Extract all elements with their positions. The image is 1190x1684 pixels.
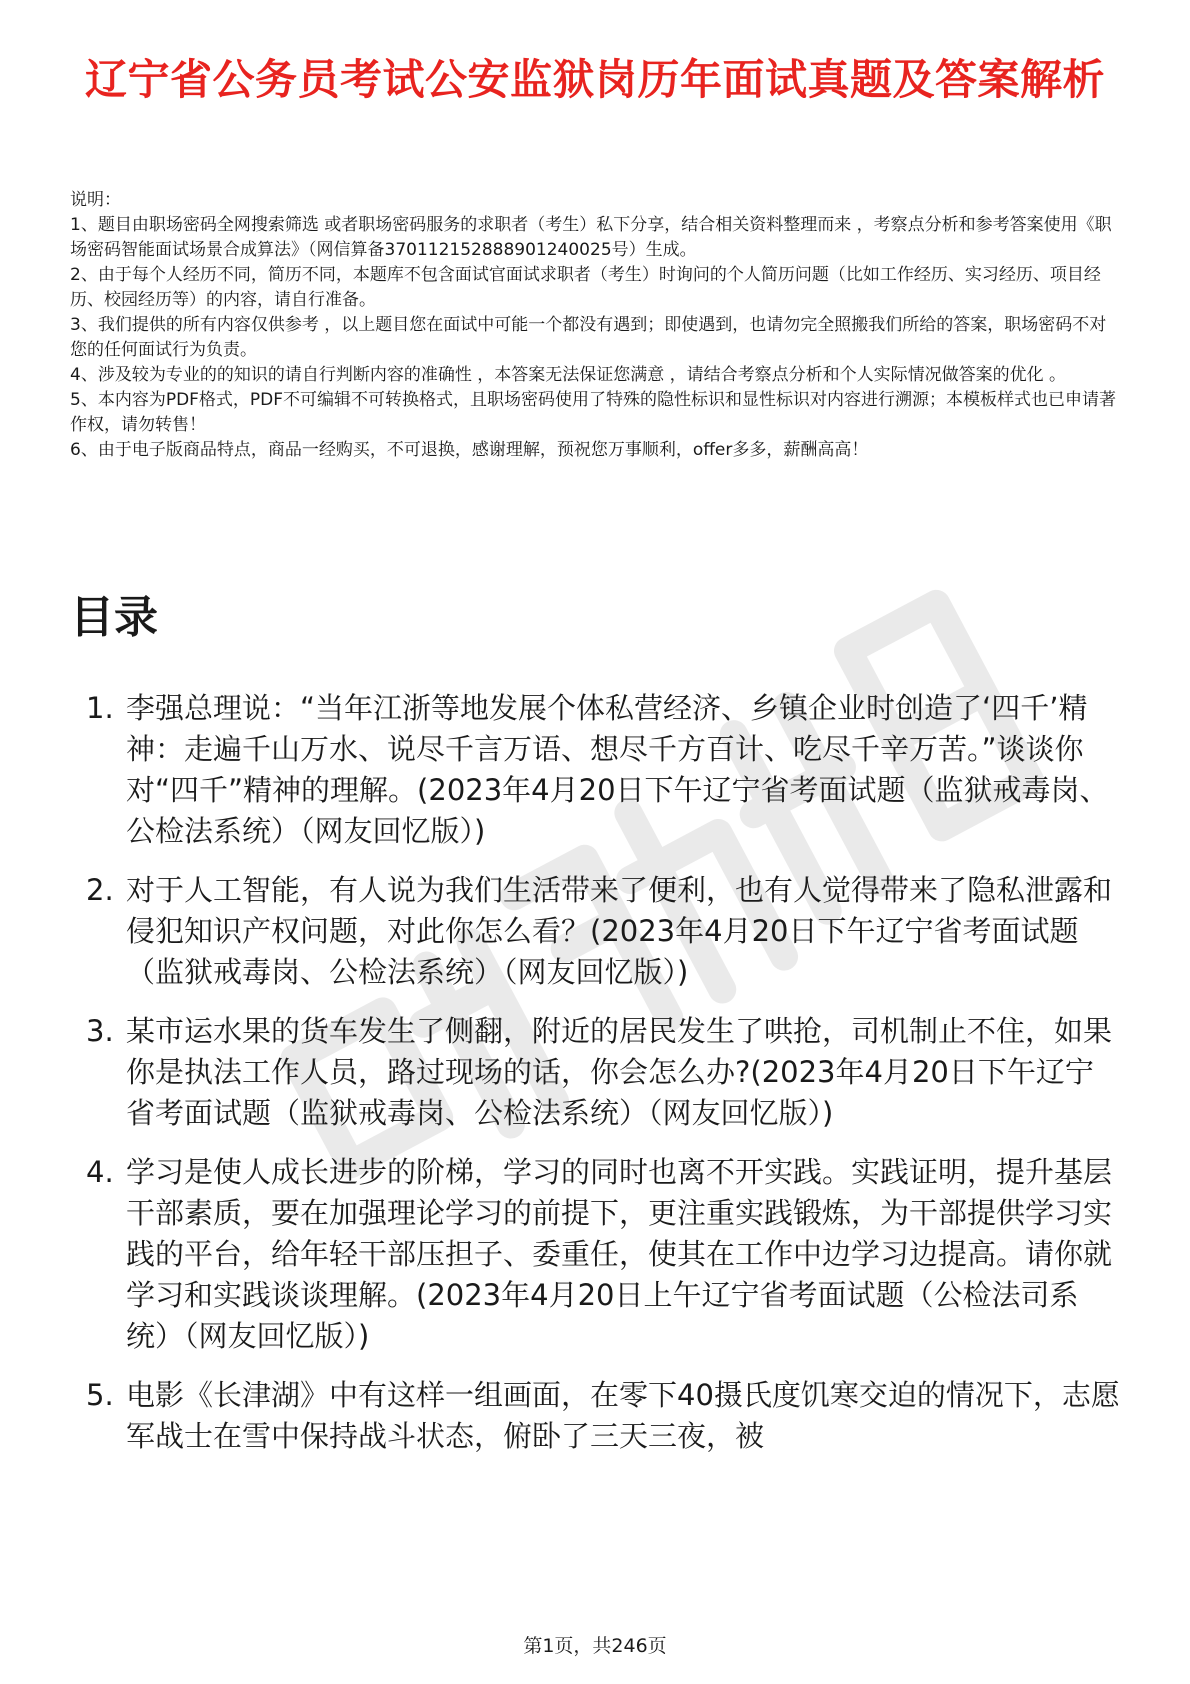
toc-item-text[interactable]: 对于人工智能，有人说为我们生活带来了便利，也有人觉得带来了隐私泄露和侵犯知识产权问题，对此你怎么看？(2023年4月20日下午辽宁省考面试题（监狱戒毒岗、公检法系统）（网友回忆版）) <box>126 873 1113 989</box>
note-item: 1、题目由职场密码全网搜索筛选 或者职场密码服务的求职者（考生）私下分享，结合相关资料整理而来 ，考察点分析和参考答案使用《职场密码智能面试场景合成算法》（网信算备370112152888901240025号）生成。 <box>70 215 1112 260</box>
toc-item-text[interactable]: 学习是使人成长进步的阶梯，学习的同时也离不开实践。实践证明，提升基层干部素质，要在加强理论学习的前提下，更注重实践锻炼，为干部提供学习实践的平台，给年轻干部压担子、委重任，使其在工作中边学习边提高。请你就学习和实践谈谈理解。(2023年4月20日上午辽宁省考面试题（公检法司系统）（网友回忆版）) <box>126 1155 1113 1353</box>
note-item: 6、由于电子版商品特点，商品一经购买，不可退换，感谢理解，预祝您万事顺利，offer多多，薪酬高高！ <box>70 440 869 460</box>
note-item: 4、涉及较为专业的的知识的请自行判断内容的准确性 ，本答案无法保证您满意 ，请结合考察点分析和个人实际情况做答案的优化 。 <box>70 365 1067 385</box>
toc-item-number: 3. <box>86 1014 114 1048</box>
note-item: 3、我们提供的所有内容仅供参考 ，以上题目您在面试中可能一个都没有遇到；即使遇到，也请勿完全照搬我们所给的答案，职场密码不对您的任何面试行为负责。 <box>70 315 1107 360</box>
toc-item-number: 1. <box>86 691 114 725</box>
toc-item[interactable] <box>70 1375 1120 1457</box>
toc-item-text[interactable]: 某市运水果的货车发生了侧翻，附近的居民发生了哄抢，司机制止不住，如果你是执法工作人员，路过现场的话，你会怎么办?(2023年4月20日下午辽宁省考面试题（监狱戒毒岗、公检法系统）（网友回忆版）) <box>126 1014 1113 1130</box>
toc-item[interactable] <box>70 1011 1120 1134</box>
document-title: 辽宁省公务员考试公安监狱岗历年面试真题及答案解析 <box>84 55 1105 104</box>
toc-heading: 目录 <box>70 592 158 643</box>
toc-item-text[interactable]: 李强总理说：“当年江浙等地发展个体私营经济、乡镇企业时创造了‘四千’精神：走遍千山万水、说尽千言万语、想尽千方百计、吃尽千辛万苦。”谈谈你对“四千”精神的理解。(2023年4月20日下午辽宁省考面试题（监狱戒毒岗、公检法系统）（网友回忆版）) <box>126 691 1109 848</box>
toc-item[interactable] <box>70 870 1120 993</box>
toc-item-text[interactable]: 电影《长津湖》中有这样一组画面，在零下40摄氏度饥寒交迫的情况下，志愿军战士在雪中保持战斗状态，俯卧了三天三夜，被 <box>126 1378 1120 1453</box>
toc-item-number: 2. <box>86 873 114 907</box>
note-item: 5、本内容为PDF格式，PDF不可编辑不可转换格式，且职场密码使用了特殊的隐性标识和显性标识对内容进行溯源；本模板样式也已申请著作权，请勿转售！ <box>70 390 1117 435</box>
toc-item-number: 4. <box>86 1155 114 1189</box>
toc-item[interactable] <box>70 688 1120 852</box>
page-footer: 第1页，共246页 <box>523 1635 667 1657</box>
toc-item[interactable] <box>70 1152 1120 1357</box>
notes-heading: 说明： <box>70 190 121 210</box>
note-item: 2、由于每个人经历不同，简历不同，本题库不包含面试官面试求职者（考生）时询问的个人简历问题（比如工作经历、实习经历、项目经历、校园经历等）的内容，请自行准备。 <box>70 265 1101 310</box>
toc-item-number: 5. <box>86 1378 114 1412</box>
toc-list <box>70 688 1120 1475</box>
